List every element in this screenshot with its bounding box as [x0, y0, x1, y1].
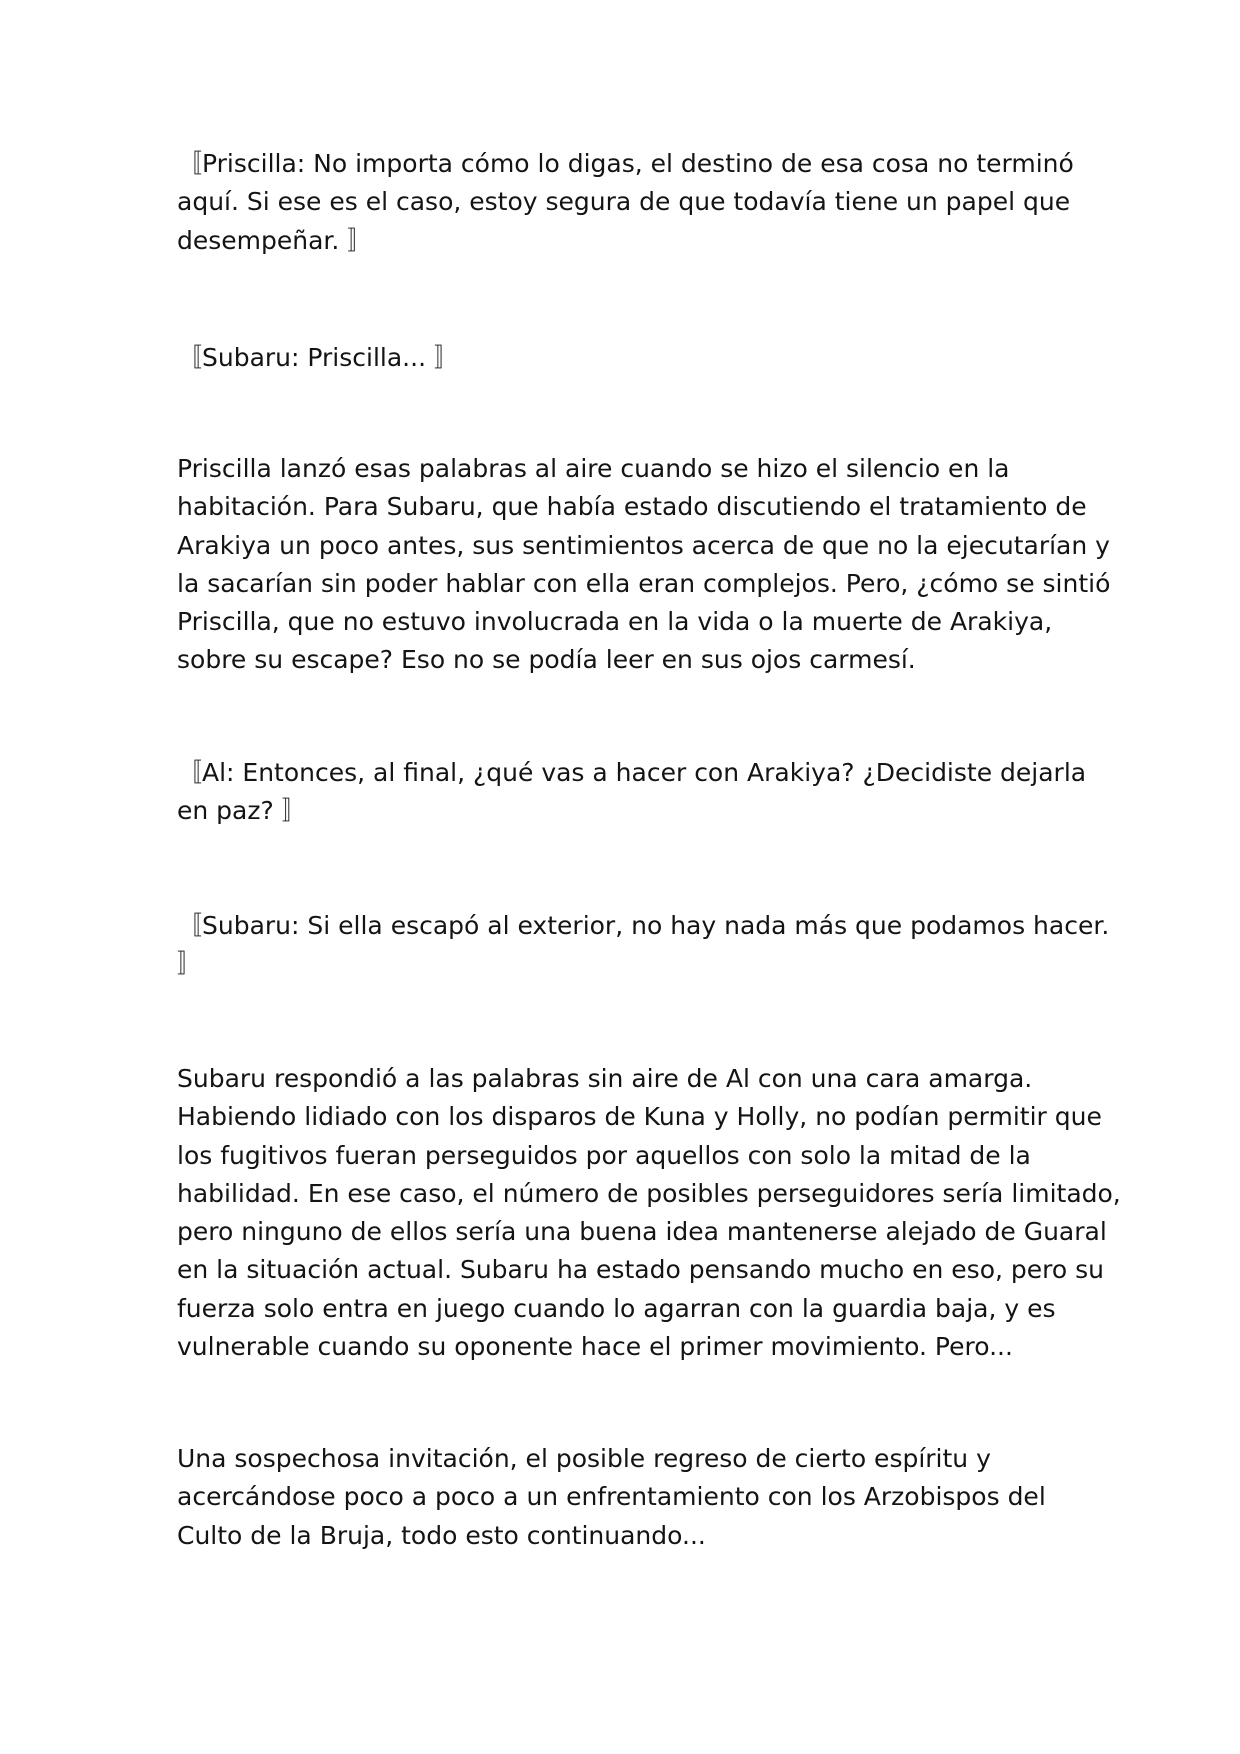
text-line: 〚Al: Entonces, al final, ¿qué vas a hacer con Arakiya? ¿Decidiste dejarla [177, 758, 1087, 787]
dialogue-subaru-1 [177, 339, 1077, 377]
text-line: Culto de la Bruja, todo esto continuando... [177, 1520, 706, 1550]
dialogue-al [177, 754, 1087, 831]
narration-paragraph-1 [177, 450, 1111, 680]
text-line: pero ninguno de ellos sería una buena idea mantenerse alejado de Guaral [177, 1217, 1107, 1247]
text-line: la sacarían sin poder hablar con ella eran complejos. Pero, ¿cómo se sintió [177, 568, 1111, 598]
text-line: 〚Priscilla: No importa cómo lo digas, el destino de esa cosa no terminó [177, 149, 1074, 178]
text-line: habitación. Para Subaru, que había estado discutiendo el tratamiento de [177, 492, 1087, 522]
text-line: Habiendo lidiado con los disparos de Kuna y Holly, no podían permitir que [177, 1102, 1102, 1132]
text-line: en paz? 〛 [177, 796, 307, 826]
text-line: fuerza solo entra en juego cuando lo agarran con la guardia baja, y es [177, 1293, 1056, 1323]
text-line: en la situación actual. Subaru ha estado pensando mucho en eso, pero su [177, 1255, 1104, 1285]
text-line: 〛 [177, 949, 203, 979]
text-line: aquí. Si ese es el caso, estoy segura de que todavía tiene un papel que [177, 187, 1071, 217]
text-line: Subaru respondió a las palabras sin aire de Al con una cara amarga. [177, 1064, 1033, 1093]
text-line: acercándose poco a poco a un enfrentamiento con los Arzobispos del [177, 1482, 1046, 1512]
text-line: desempeñar. 〛 [177, 225, 373, 255]
text-line: Priscilla lanzó esas palabras al aire cuando se hizo el silencio en la [177, 454, 1010, 483]
text-line: 〚Subaru: Si ella escapó al exterior, no hay nada más que podamos hacer. [177, 911, 1110, 940]
dialogue-subaru-2 [177, 907, 1110, 984]
narration-paragraph-3 [177, 1440, 1077, 1555]
text-line: habilidad. En ese caso, el número de posibles perseguidores sería limitado, [177, 1178, 1121, 1208]
text-line: 〚Subaru: Priscilla... 〛 [177, 343, 459, 372]
text-line: Priscilla, que no estuvo involucrada en la vida o la muerte de Arakiya, [177, 607, 1053, 637]
text-line: Arakiya un poco antes, sus sentimientos acerca de que no la ejecutarían y [177, 530, 1110, 560]
text-line: vulnerable cuando su oponente hace el primer movimiento. Pero... [177, 1332, 1013, 1362]
text-line: los fugitivos fueran perseguidos por aquellos con solo la mitad de la [177, 1140, 1031, 1170]
narration-paragraph-2 [177, 1060, 1121, 1366]
text-line: Una sospechosa invitación, el posible regreso de cierto espíritu y [177, 1444, 991, 1473]
dialogue-priscilla [177, 145, 1077, 260]
text-line: sobre su escape? Eso no se podía leer en sus ojos carmesí. [177, 645, 916, 675]
